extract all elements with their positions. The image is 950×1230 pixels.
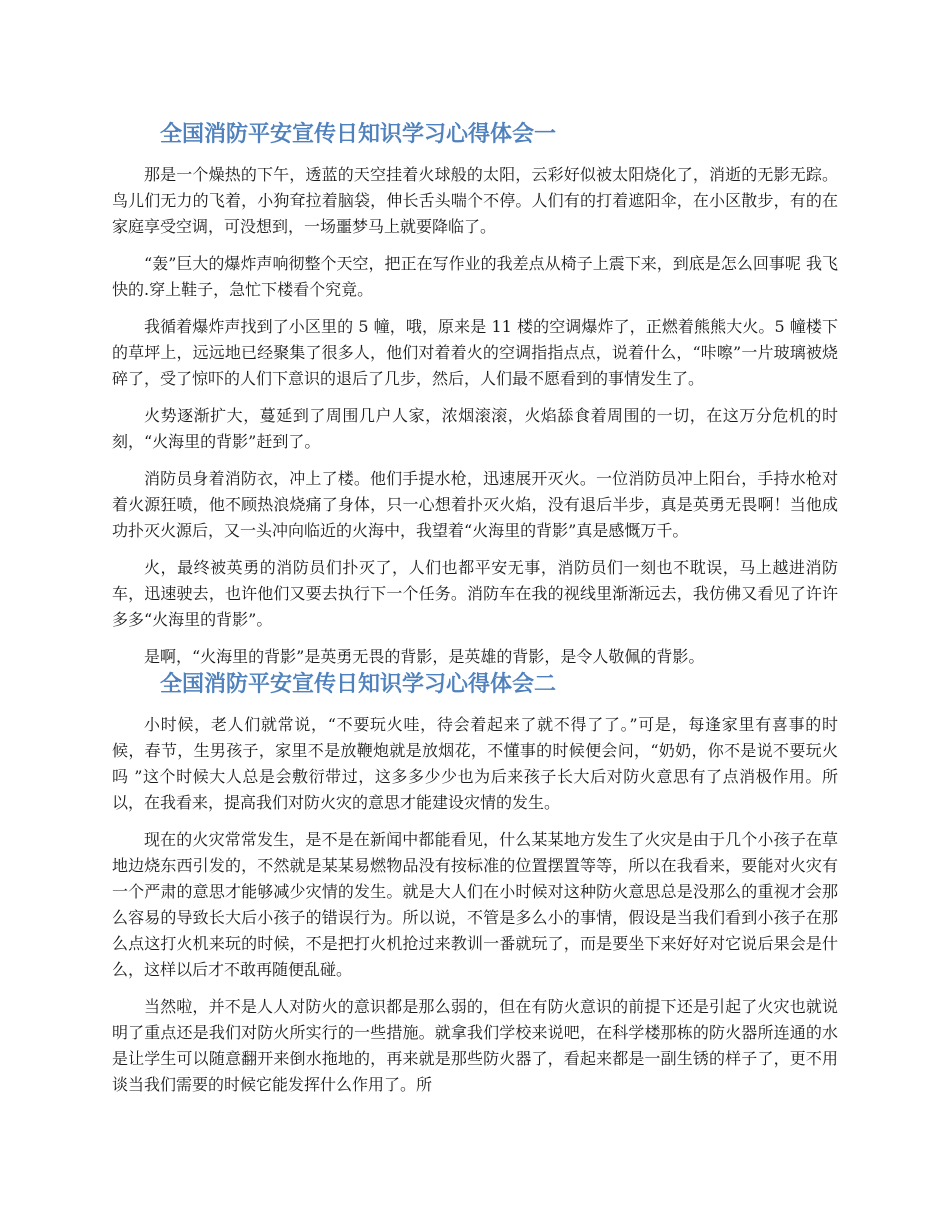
paragraph: “轰”巨大的爆炸声响彻整个天空，把正在写作业的我差点从椅子上震下来，到底是怎么回事呢 我飞快的.穿上鞋子，急忙下楼看个究竟。 (112, 254, 838, 299)
paragraph: 消防员身着消防衣，冲上了楼。他们手提水枪，迅速展开灭火。一位消防员冲上阳台，手持水枪对着火源狂喷，他不顾热浪烧痛了身体，只一心想着扑灭火焰，没有退后半步，真是英勇无畏啊！当他成功扑灭火源后，又一头冲向临近的火海中，我望着“火海里的背影”真是感慨万千。 (112, 469, 838, 540)
paragraph: 现在的火灾常常发生，是不是在新闻中都能看见，什么某某地方发生了火灾是由于几个小孩子在草地边烧东西引发的，不然就是某某易燃物品没有按标准的位置摆置等等，所以在我看来，要能对火灾有一个严肃的意思才能够减少灾情的发生。就是大人们在小时候对这种防火意思总是没那么的重视才会那么容易的导致长大后小孩子的错误行为。所以说，不管是多么小的事情，假设是当我们看到小孩子在那么点这打火机来玩的时候，不是把打火机抢过来教训一番就玩了，而是要坐下来好好对它说后果会是什么，这样以后才不敢再随便乱碰。 (112, 830, 838, 979)
paragraph: 我循着爆炸声找到了小区里的 5 幢，哦，原来是 11 楼的空调爆炸了，正燃着熊熊大火。5 幢楼下的草坪上，远远地已经聚集了很多人，他们对着着火的空调指指点点，说着什么，“咔嚓”一片玻璃被烧碎了，受了惊吓的人们下意识的退后了几步，然后，人们最不愿看到的事情发生了。 (112, 317, 838, 388)
document-page (112, 120, 838, 1098)
paragraph: 那是一个燥热的下午，透蓝的天空挂着火球般的太阳，云彩好似被太阳烧化了，消逝的无影无踪。鸟儿们无力的飞着，小狗耷拉着脑袋，伸长舌头喘个不停。人们有的打着遮阳伞，在小区散步，有的在家庭享受空调，可没想到，一场噩梦马上就要降临了。 (112, 165, 838, 236)
paragraph: 是啊，“火海里的背影”是英勇无畏的背影，是英雄的背影，是令人敬佩的背影。 (144, 647, 705, 666)
section-one (112, 120, 838, 670)
paragraph: 火势逐渐扩大，蔓延到了周围几户人家，浓烟滚滚，火焰舔食着周围的一切，在这万分危机的时刻，“火海里的背影”赶到了。 (112, 406, 838, 451)
paragraph: 火，最终被英勇的消防员们扑灭了，人们也都平安无事，消防员们一刻也不耽误，马上越进消防车，迅速驶去，也许他们又要去执行下一个任务。消防车在我的视线里渐渐远去，我仿佛又看见了许许多多“火海里的背影”。 (112, 558, 838, 629)
section-title-two: 全国消防平安宣传日知识学习心得体会二 (160, 672, 557, 697)
paragraph: 小时候，老人们就常说，“不要玩火哇，待会着起来了就不得了了。”可是，每逢家里有喜事的时候，春节，生男孩子，家里不是放鞭炮就是放烟花，不懂事的时候便会问，“奶奶，你不是说不要玩火吗 ”这个时候大人总是会敷衍带过，这多多少少也为后来孩子长大后对防火意思有了点消极作用。所以，在我看来，提高我们对防火灾的意思才能建设灾情的发生。 (112, 715, 838, 812)
section-title-one: 全国消防平安宣传日知识学习心得体会一 (160, 122, 557, 147)
section-two (112, 670, 838, 1098)
paragraph: 当然啦，并不是人人对防火的意识都是那么弱的，但在有防火意识的前提下还是引起了火灾也就说明了重点还是我们对防火所实行的一些措施。就拿我们学校来说吧，在科学楼那栋的防火器所连通的水是让学生可以随意翻开来倒水拖地的，再来就是那些防火器了，看起来都是一副生锈的样子了，更不用谈当我们需要的时候它能发挥什么作用了。所 (112, 997, 838, 1094)
